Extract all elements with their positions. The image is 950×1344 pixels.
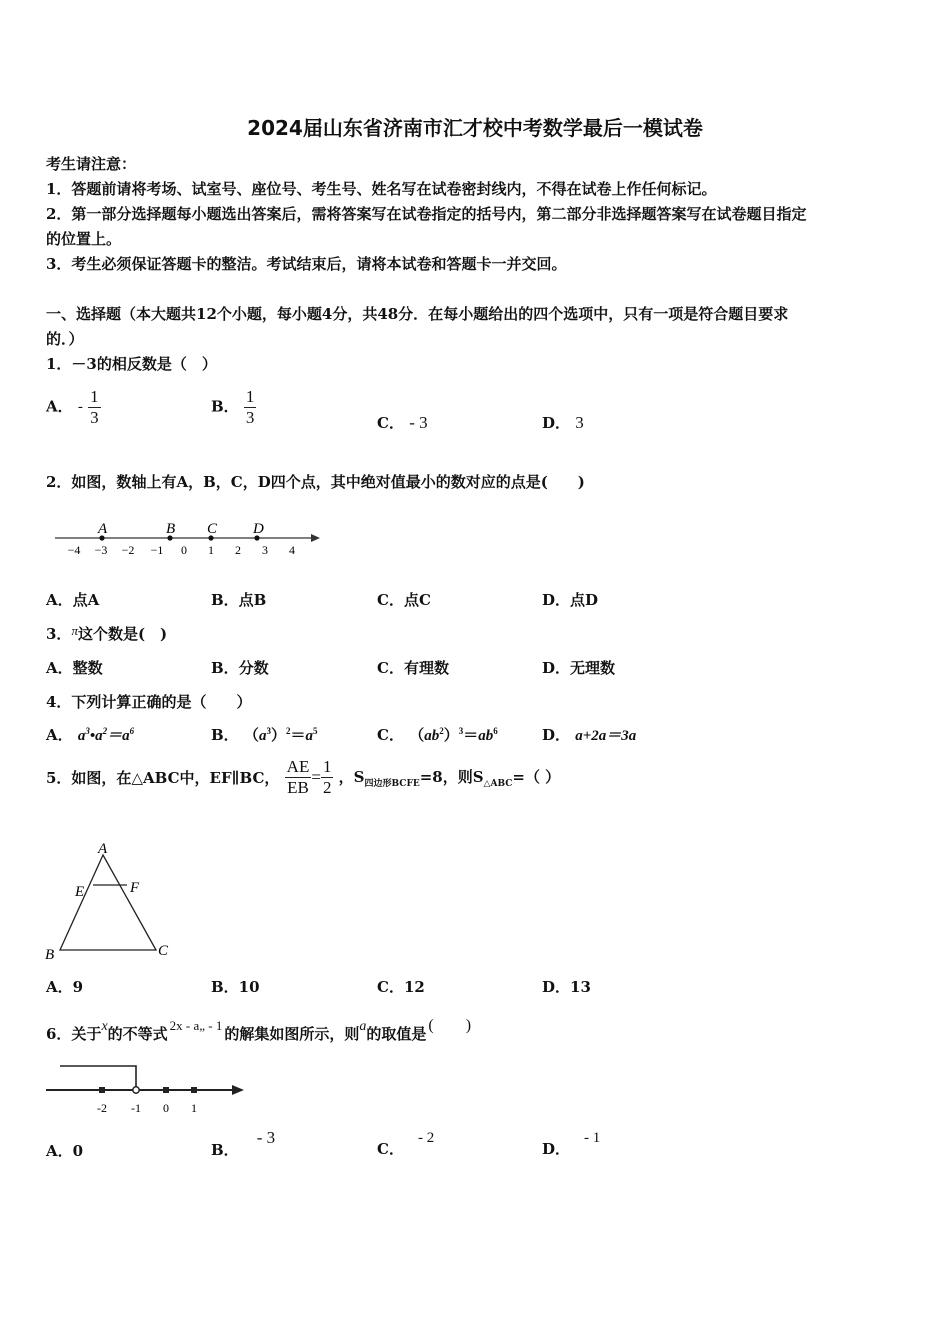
q6-d-value: - 1 <box>584 1130 601 1146</box>
q4-d-label: D． <box>542 726 571 744</box>
q5-label-e: E <box>75 884 85 900</box>
q1-a-label: A． <box>46 397 73 416</box>
q1-b-fraction <box>244 387 257 428</box>
q2-option-c[interactable]: C．点C <box>377 591 431 609</box>
q2-tick-label: 3 <box>262 543 268 557</box>
q6-inequality: 2x - a„ - 1 <box>169 1018 223 1033</box>
notice-heading: 考生请注意： <box>46 155 137 173</box>
q3-pi: π <box>71 623 78 638</box>
q2-point-b-label: B <box>166 521 176 537</box>
q2-tick-label: −2 <box>121 543 135 557</box>
q1-b-num: 1 <box>245 387 255 406</box>
q1-c-value: - 3 <box>409 413 428 432</box>
q5-rhs-num: 1 <box>322 757 332 776</box>
q5-frac-den: EB <box>287 778 309 797</box>
q6-tick-label: -2 <box>97 1101 107 1115</box>
q2-number-line <box>50 515 330 563</box>
q1-stem: 1．－3的相反数是（ ） <box>46 355 217 373</box>
q2-point-c-label: C <box>207 521 218 537</box>
q5-stem <box>46 757 560 798</box>
q6-solution-number-line <box>42 1060 252 1118</box>
q6-mid2: 的解集如图所示，则 <box>224 1025 360 1043</box>
notice-item-1: 1．答题前请将考场、试室号、座位号、考生号、姓名写在试卷密封线内，不得在试卷上作任何标记。 <box>46 180 717 198</box>
q5-label-a: A <box>98 841 108 857</box>
q4-b-expr: $(a^3)^2=a^5$ <box>243 726 318 744</box>
q1-c-label: C． <box>377 414 404 432</box>
q5-ratio-fraction <box>285 757 312 798</box>
notice-item-3: 3．考生必须保证答题卡的整洁。考试结束后，请将本试卷和答题卡一并交回。 <box>46 255 567 273</box>
q6-c-label: C． <box>377 1140 404 1158</box>
q4-c-expr: $(ab^2)^3=ab^6$ <box>409 726 498 744</box>
q5-rhs-fraction <box>321 757 334 798</box>
q1-b-den: 3 <box>245 408 255 427</box>
q3-stem-text: 这个数是( ) <box>77 625 168 643</box>
q3-number: 3． <box>46 625 72 643</box>
notice-item-2-cont: 的位置上。 <box>46 230 122 248</box>
q6-option-c[interactable] <box>377 1128 434 1162</box>
q6-mid1: 的不等式 <box>107 1025 168 1043</box>
q2-tick-label: 2 <box>235 543 241 557</box>
q5-option-d[interactable]: D．13 <box>542 978 591 996</box>
q5-frac-num: AE <box>286 757 310 776</box>
q2-option-b[interactable]: B．点B <box>211 591 267 609</box>
q6-option-a[interactable]: A．0 <box>46 1142 84 1160</box>
q4-a-expr: $a^3•a^2=a^6$ <box>77 726 135 744</box>
notice-item-2: 2．第一部分选择题每小题选出答案后，需将答案写在试卷指定的括号内，第二部分非选择题答案写在试卷题目指定 <box>46 205 807 223</box>
q6-tick-label: 1 <box>191 1101 197 1115</box>
q5-rhs-den: 2 <box>322 778 332 797</box>
q5-stem-mid: ，S <box>338 768 365 786</box>
q1-option-a[interactable] <box>46 387 101 428</box>
q4-option-b[interactable] <box>211 724 317 745</box>
q5-option-a[interactable]: A．9 <box>46 978 84 996</box>
q6-tick-label: 0 <box>163 1101 169 1115</box>
q1-option-b[interactable] <box>211 387 256 428</box>
q2-tick-label: −3 <box>94 543 108 557</box>
q2-tick-label: −4 <box>67 543 81 557</box>
q6-option-b[interactable] <box>211 1128 275 1162</box>
q6-b-label: B． <box>211 1141 239 1159</box>
q4-c-label: C． <box>377 726 404 744</box>
q1-b-label: B． <box>211 397 239 416</box>
q5-option-b[interactable]: B．10 <box>211 978 260 996</box>
q5-label-c: C <box>158 943 169 959</box>
q2-stem: 2．如图，数轴上有A，B，C，D四个点，其中绝对值最小的数对应的点是( ) <box>46 473 585 491</box>
q5-stem-end: =（ ） <box>512 768 561 786</box>
q6-pre: 6．关于 <box>46 1025 102 1043</box>
q1-d-label: D． <box>542 414 571 432</box>
q1-d-value: 3 <box>575 413 584 432</box>
section-heading: 一、选择题（本大题共12个小题，每小题4分，共48分．在每小题给出的四个选项中，只有一项是符合题目要求 <box>46 305 789 323</box>
q2-option-a[interactable]: A．点A <box>46 591 100 609</box>
q2-point-d-label: D <box>253 521 264 537</box>
q2-option-d[interactable]: D．点D <box>542 591 599 609</box>
q5-stem-area <box>338 768 561 789</box>
q2-tick-label: 0 <box>181 543 187 557</box>
q6-c-value: - 2 <box>417 1130 435 1146</box>
q6-b-value: - 3 <box>256 1128 276 1147</box>
q1-a-fraction <box>88 387 101 428</box>
q6-d-label: D． <box>542 1140 571 1158</box>
q1-a-sign: - <box>77 399 83 415</box>
q5-label-f: F <box>130 880 140 896</box>
q6-stem <box>46 1012 471 1046</box>
q5-sub-quad: 四边形BCFE <box>364 779 420 789</box>
q4-option-d[interactable] <box>542 724 636 745</box>
q5-eq: = <box>311 767 321 787</box>
q1-a-den: 3 <box>90 408 99 427</box>
q4-b-label: B． <box>211 726 239 744</box>
q1-option-d[interactable] <box>542 412 584 433</box>
q5-label-b: B <box>45 947 55 963</box>
q3-option-d[interactable]: D．无理数 <box>542 659 616 677</box>
q2-tick-label: 4 <box>289 543 295 557</box>
q6-end: 的取值是 <box>366 1025 427 1043</box>
q5-option-c[interactable]: C．12 <box>377 978 425 996</box>
q1-a-num: 1 <box>90 387 99 406</box>
q6-tick-label: -1 <box>131 1101 141 1115</box>
q4-option-c[interactable] <box>377 724 498 745</box>
q6-option-d[interactable] <box>542 1128 600 1162</box>
q4-stem: 4．下列计算正确的是（ ） <box>46 693 252 711</box>
q3-option-b[interactable]: B．分数 <box>211 659 269 677</box>
page-title: 2024届山东省济南市汇才校中考数学最后一模试卷 <box>247 116 703 140</box>
q6-var-a: a <box>359 1019 367 1034</box>
q3-option-a[interactable]: A．整数 <box>46 659 103 677</box>
q5-sub-tri: △ABC <box>483 779 513 789</box>
section-heading-cont: 的．） <box>46 330 84 348</box>
q4-option-a[interactable] <box>46 724 134 745</box>
q4-a-label: A． <box>46 726 73 744</box>
q5-stem-pre: 5．如图，在△ABC中，EF∥BC， <box>46 769 280 787</box>
q2-point-a-label: A <box>98 521 108 537</box>
q6-var-x: x <box>101 1019 108 1034</box>
q4-d-expr: a+2a＝3a <box>575 728 637 744</box>
q5-stem-mid2: =8，则S <box>419 768 484 786</box>
q3-stem <box>46 623 167 644</box>
q1-option-c[interactable] <box>377 412 428 433</box>
q2-tick-label: 1 <box>208 543 214 557</box>
q5-triangle-figure <box>40 838 180 963</box>
q6-paren: ( ) <box>428 1017 472 1034</box>
q3-option-c[interactable]: C．有理数 <box>377 659 449 677</box>
q2-tick-label: −1 <box>150 543 164 557</box>
